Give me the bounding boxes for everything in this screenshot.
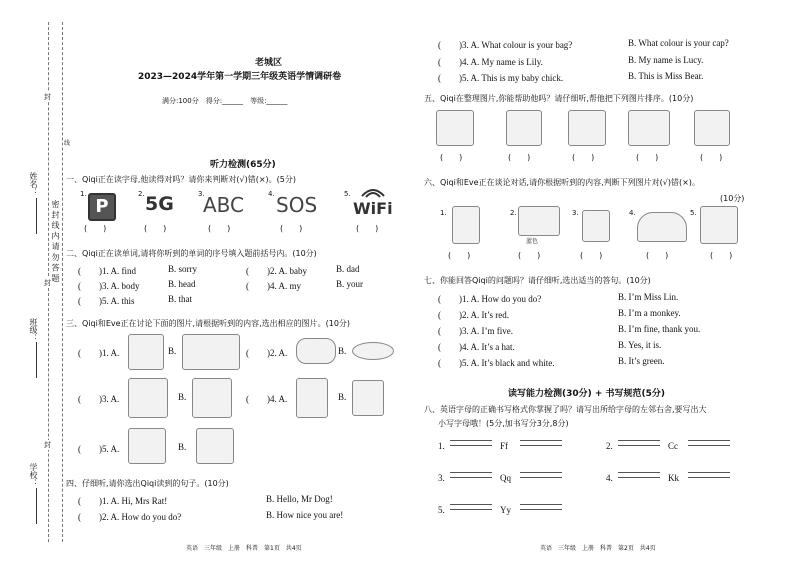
q6-answer-5[interactable]: ( ) — [710, 251, 733, 260]
q7-item-2a[interactable]: ( )2. A. It’s red. — [438, 310, 509, 320]
q1-answer-4[interactable]: ( ) — [280, 224, 303, 233]
wifi-icon — [360, 186, 386, 198]
q3-image-5b[interactable] — [196, 428, 234, 464]
q6-image-4 — [637, 212, 687, 242]
exam-title: 2023—2024学年第一学期三年级英语学情调研卷 — [138, 72, 342, 82]
q6-image-2 — [518, 206, 560, 236]
class-label: 班级： — [29, 318, 38, 342]
q8-write-line-5b[interactable] — [520, 504, 562, 510]
q7-item-3b: B. I’m fine, thank you. — [618, 324, 701, 334]
q6-image-3 — [582, 210, 610, 242]
q3-image-5a[interactable] — [128, 428, 166, 464]
q7-item-1b: B. I’m Miss Lin. — [618, 292, 679, 302]
q7-item-5b: B. It’s green. — [618, 356, 665, 366]
name-label: 姓名： — [29, 172, 38, 196]
q1-num-5: 5. — [344, 190, 351, 198]
parking-sign-icon — [88, 193, 116, 221]
q1-answer-3[interactable]: ( ) — [208, 224, 231, 233]
q5-image-3 — [568, 110, 606, 146]
q5-image-4 — [628, 110, 670, 146]
q3-image-2a[interactable] — [296, 338, 336, 364]
q8-title: 八、英语字母的正确书写格式你掌握了吗？请写出所给字母的左邻右舍,要写出大 — [424, 405, 707, 414]
footer-left: 英语 三年级 上册 科普 第1页 共4页 — [186, 545, 302, 552]
q6-answer-2[interactable]: ( ) — [518, 251, 541, 260]
q7-title: 七、你能回答Qiqi的问题吗？请仔细听,选出适当的答句。(10分) — [424, 276, 651, 285]
q8-num-3: 3. — [438, 473, 445, 483]
q3-item-2a[interactable]: ( )2. A. — [246, 348, 288, 358]
q4-item-4a[interactable]: ( )4. A. My name is Lily. — [438, 57, 543, 67]
q5-image-1 — [436, 110, 474, 146]
q2-item-5b: B. that — [168, 294, 192, 304]
q2-item-4a[interactable]: ( )4. A. my — [246, 281, 301, 291]
q6-caption: 蓝色 — [526, 238, 539, 245]
q4-item-2b: B. How nice you are! — [266, 510, 344, 520]
q1-num-4: 4. — [268, 190, 275, 198]
q3-item-1b: B. — [168, 346, 177, 356]
q3-item-2b: B. — [338, 346, 347, 356]
q1-num-2: 2. — [138, 190, 145, 198]
q4-item-2a[interactable]: ( )2. A. How do you do? — [78, 512, 182, 522]
q3-item-4a[interactable]: ( )4. A. — [246, 394, 288, 404]
q1-item-sos: SOS — [276, 193, 318, 217]
q7-item-2b: B. I’m a monkey. — [618, 308, 681, 318]
q3-item-5a[interactable]: ( )5. A. — [78, 444, 120, 454]
q5-answer-3[interactable]: ( ) — [572, 153, 595, 162]
q6-title: 六、Qiqi和Eve正在谈论对话,请你根据听到的内容,判断下列图片对(√)错(×)。 — [424, 178, 700, 187]
q5-answer-4[interactable]: ( ) — [636, 153, 659, 162]
q4-item-5a[interactable]: ( )5. A. This is my baby chick. — [438, 73, 564, 83]
q8-write-line-5a[interactable] — [450, 504, 492, 510]
q3-image-3a[interactable] — [128, 378, 168, 418]
q5-answer-2[interactable]: ( ) — [508, 153, 531, 162]
q2-item-3a[interactable]: ( )3. A. body — [78, 281, 140, 291]
seal-line-inner — [62, 22, 63, 542]
seal-mark-bottom: 封 — [44, 441, 51, 449]
q6-image-1 — [452, 206, 480, 244]
q4-title: 四、仔细听,请你选出Qiqi读到的句子。(10分) — [66, 479, 229, 488]
score-line: 满分:100分 得分:______ 等级:______ — [162, 97, 288, 105]
q5-image-5 — [694, 110, 730, 146]
q7-item-5a[interactable]: ( )5. A. It’s black and white. — [438, 358, 555, 368]
q8-write-line-3b[interactable] — [520, 472, 562, 478]
q3-item-1a[interactable]: ( )1. A. — [78, 348, 120, 358]
q1-item-wifi: WiFi — [353, 199, 393, 218]
q4-item-1b: B. Hello, Mr Dog! — [266, 494, 333, 504]
q6-answer-4[interactable]: ( ) — [646, 251, 669, 260]
q4-item-1a[interactable]: ( )1. A. Hi, Mrs Rat! — [78, 496, 168, 506]
q3-item-5b: B. — [178, 442, 187, 452]
q1-item-abc: ABC — [203, 193, 245, 217]
q3-image-1a[interactable] — [128, 334, 164, 370]
q2-item-5a[interactable]: ( )5. A. this — [78, 296, 135, 306]
q1-item-5g: 5G — [145, 193, 174, 215]
q2-item-3b: B. head — [168, 279, 196, 289]
q3-image-3b[interactable] — [192, 378, 232, 418]
q7-item-3a[interactable]: ( )3. A. I’m five. — [438, 326, 513, 336]
q8-write-line-3a[interactable] — [450, 472, 492, 478]
q5-answer-5[interactable]: ( ) — [700, 153, 723, 162]
seal-notice: 密 封 线 内 请 勿 答 题 — [51, 200, 60, 282]
q8-write-line-2a[interactable] — [618, 440, 660, 446]
q4-item-3b: B. What colour is your cap? — [628, 38, 729, 48]
q6-num-1: 1. — [440, 209, 447, 217]
class-field[interactable] — [36, 342, 37, 378]
q3-image-4b[interactable] — [352, 380, 384, 416]
q8-letters-3: Qq — [500, 473, 511, 483]
q8-num-1: 1. — [438, 441, 445, 451]
q1-answer-5[interactable]: ( ) — [356, 224, 379, 233]
q8-write-line-1a[interactable] — [450, 440, 492, 446]
q3-image-4a[interactable] — [296, 378, 328, 418]
q5-image-2 — [506, 110, 542, 146]
q2-item-2a[interactable]: ( )2. A. baby — [246, 266, 307, 276]
q2-item-4b: B. your — [336, 279, 363, 289]
q8-num-2: 2. — [606, 441, 613, 451]
q1-num-1: 1. — [80, 190, 87, 198]
q3-item-3a[interactable]: ( )3. A. — [78, 394, 120, 404]
q4-item-5b: B. This is Miss Bear. — [628, 71, 704, 81]
school-field[interactable] — [36, 488, 37, 524]
listening-section-title: 听力检测(65分) — [210, 160, 276, 170]
q3-title: 三、Qiqi和Eve正在讨论下面的图片,请根据听到的内容,选出相应的图片。(10分) — [66, 319, 351, 328]
q2-item-2b: B. dad — [336, 264, 360, 274]
q3-item-4b: B. — [338, 392, 347, 402]
reading-section-title: 读写能力检测(30分) + 书写规范(5分) — [508, 389, 666, 399]
q2-item-1a[interactable]: ( )1. A. find — [78, 266, 136, 276]
q6-answer-1[interactable]: ( ) — [448, 251, 471, 260]
q8-write-line-4a[interactable] — [618, 472, 660, 478]
small-mark: 线 — [64, 140, 71, 147]
q7-item-4b: B. Yes, it is. — [618, 340, 662, 350]
q7-item-4a[interactable]: ( )4. A. It’s a hat. — [438, 342, 515, 352]
q5-answer-1[interactable]: ( ) — [440, 153, 463, 162]
q4-item-4b: B. My name is Lucy. — [628, 55, 704, 65]
q3-item-3b: B. — [178, 392, 187, 402]
q5-title: 五、Qiqi在整理图片,你能帮助他吗？请仔细听,帮他把下列图片排序。(10分) — [424, 94, 694, 103]
q8-letters-4: Kk — [668, 473, 679, 483]
q3-image-1b[interactable] — [182, 334, 240, 370]
q6-num-2: 2. — [510, 209, 517, 217]
q1-num-3: 3. — [198, 190, 205, 198]
exam-region: 老城区 — [255, 58, 283, 68]
q8-num-4: 4. — [606, 473, 613, 483]
q8-write-line-2b[interactable] — [688, 440, 730, 446]
seal-mark-mid: 封 — [44, 279, 51, 287]
q6-num-5: 5. — [690, 209, 697, 217]
q1-answer-1[interactable]: ( ) — [84, 224, 107, 233]
footer-right: 英语 三年级 上册 科普 第2页 共4页 — [540, 545, 656, 552]
q6-score: (10分) — [720, 194, 745, 203]
q8-num-5: 5. — [438, 505, 445, 515]
q7-item-1a[interactable]: ( )1. A. How do you do? — [438, 294, 542, 304]
q8-write-line-1b[interactable] — [520, 440, 562, 446]
school-label: 学校： — [29, 463, 38, 487]
q6-image-5 — [700, 206, 738, 244]
q1-title: 一、Qiqi正在读字母,他读得对吗？请你来判断对(√)错(×)。(5分) — [66, 175, 296, 184]
q1-answer-2[interactable]: ( ) — [144, 224, 167, 233]
seal-mark-top: 封 — [44, 93, 51, 101]
name-field[interactable] — [36, 198, 37, 234]
q3-image-2b[interactable] — [352, 342, 394, 360]
q2-title: 二、Qiqi正在读单词,请将你听到的单词的序号填入题前括号内。(10分) — [66, 249, 317, 258]
q6-num-4: 4. — [629, 209, 636, 217]
q6-num-3: 3. — [572, 209, 579, 217]
q6-answer-3[interactable]: ( ) — [580, 251, 603, 260]
q8-title-2: 小写字母哦！(5分,加书写分3分,8分) — [438, 419, 569, 428]
q8-letters-5: Yy — [500, 505, 511, 515]
parking-letter: P — [95, 196, 109, 217]
q4-item-3a[interactable]: ( )3. A. What colour is your bag? — [438, 40, 573, 50]
q8-write-line-4b[interactable] — [688, 472, 730, 478]
q8-letters-1: Ff — [500, 441, 509, 451]
q8-letters-2: Cc — [668, 441, 678, 451]
q2-item-1b: B. sorry — [168, 264, 197, 274]
